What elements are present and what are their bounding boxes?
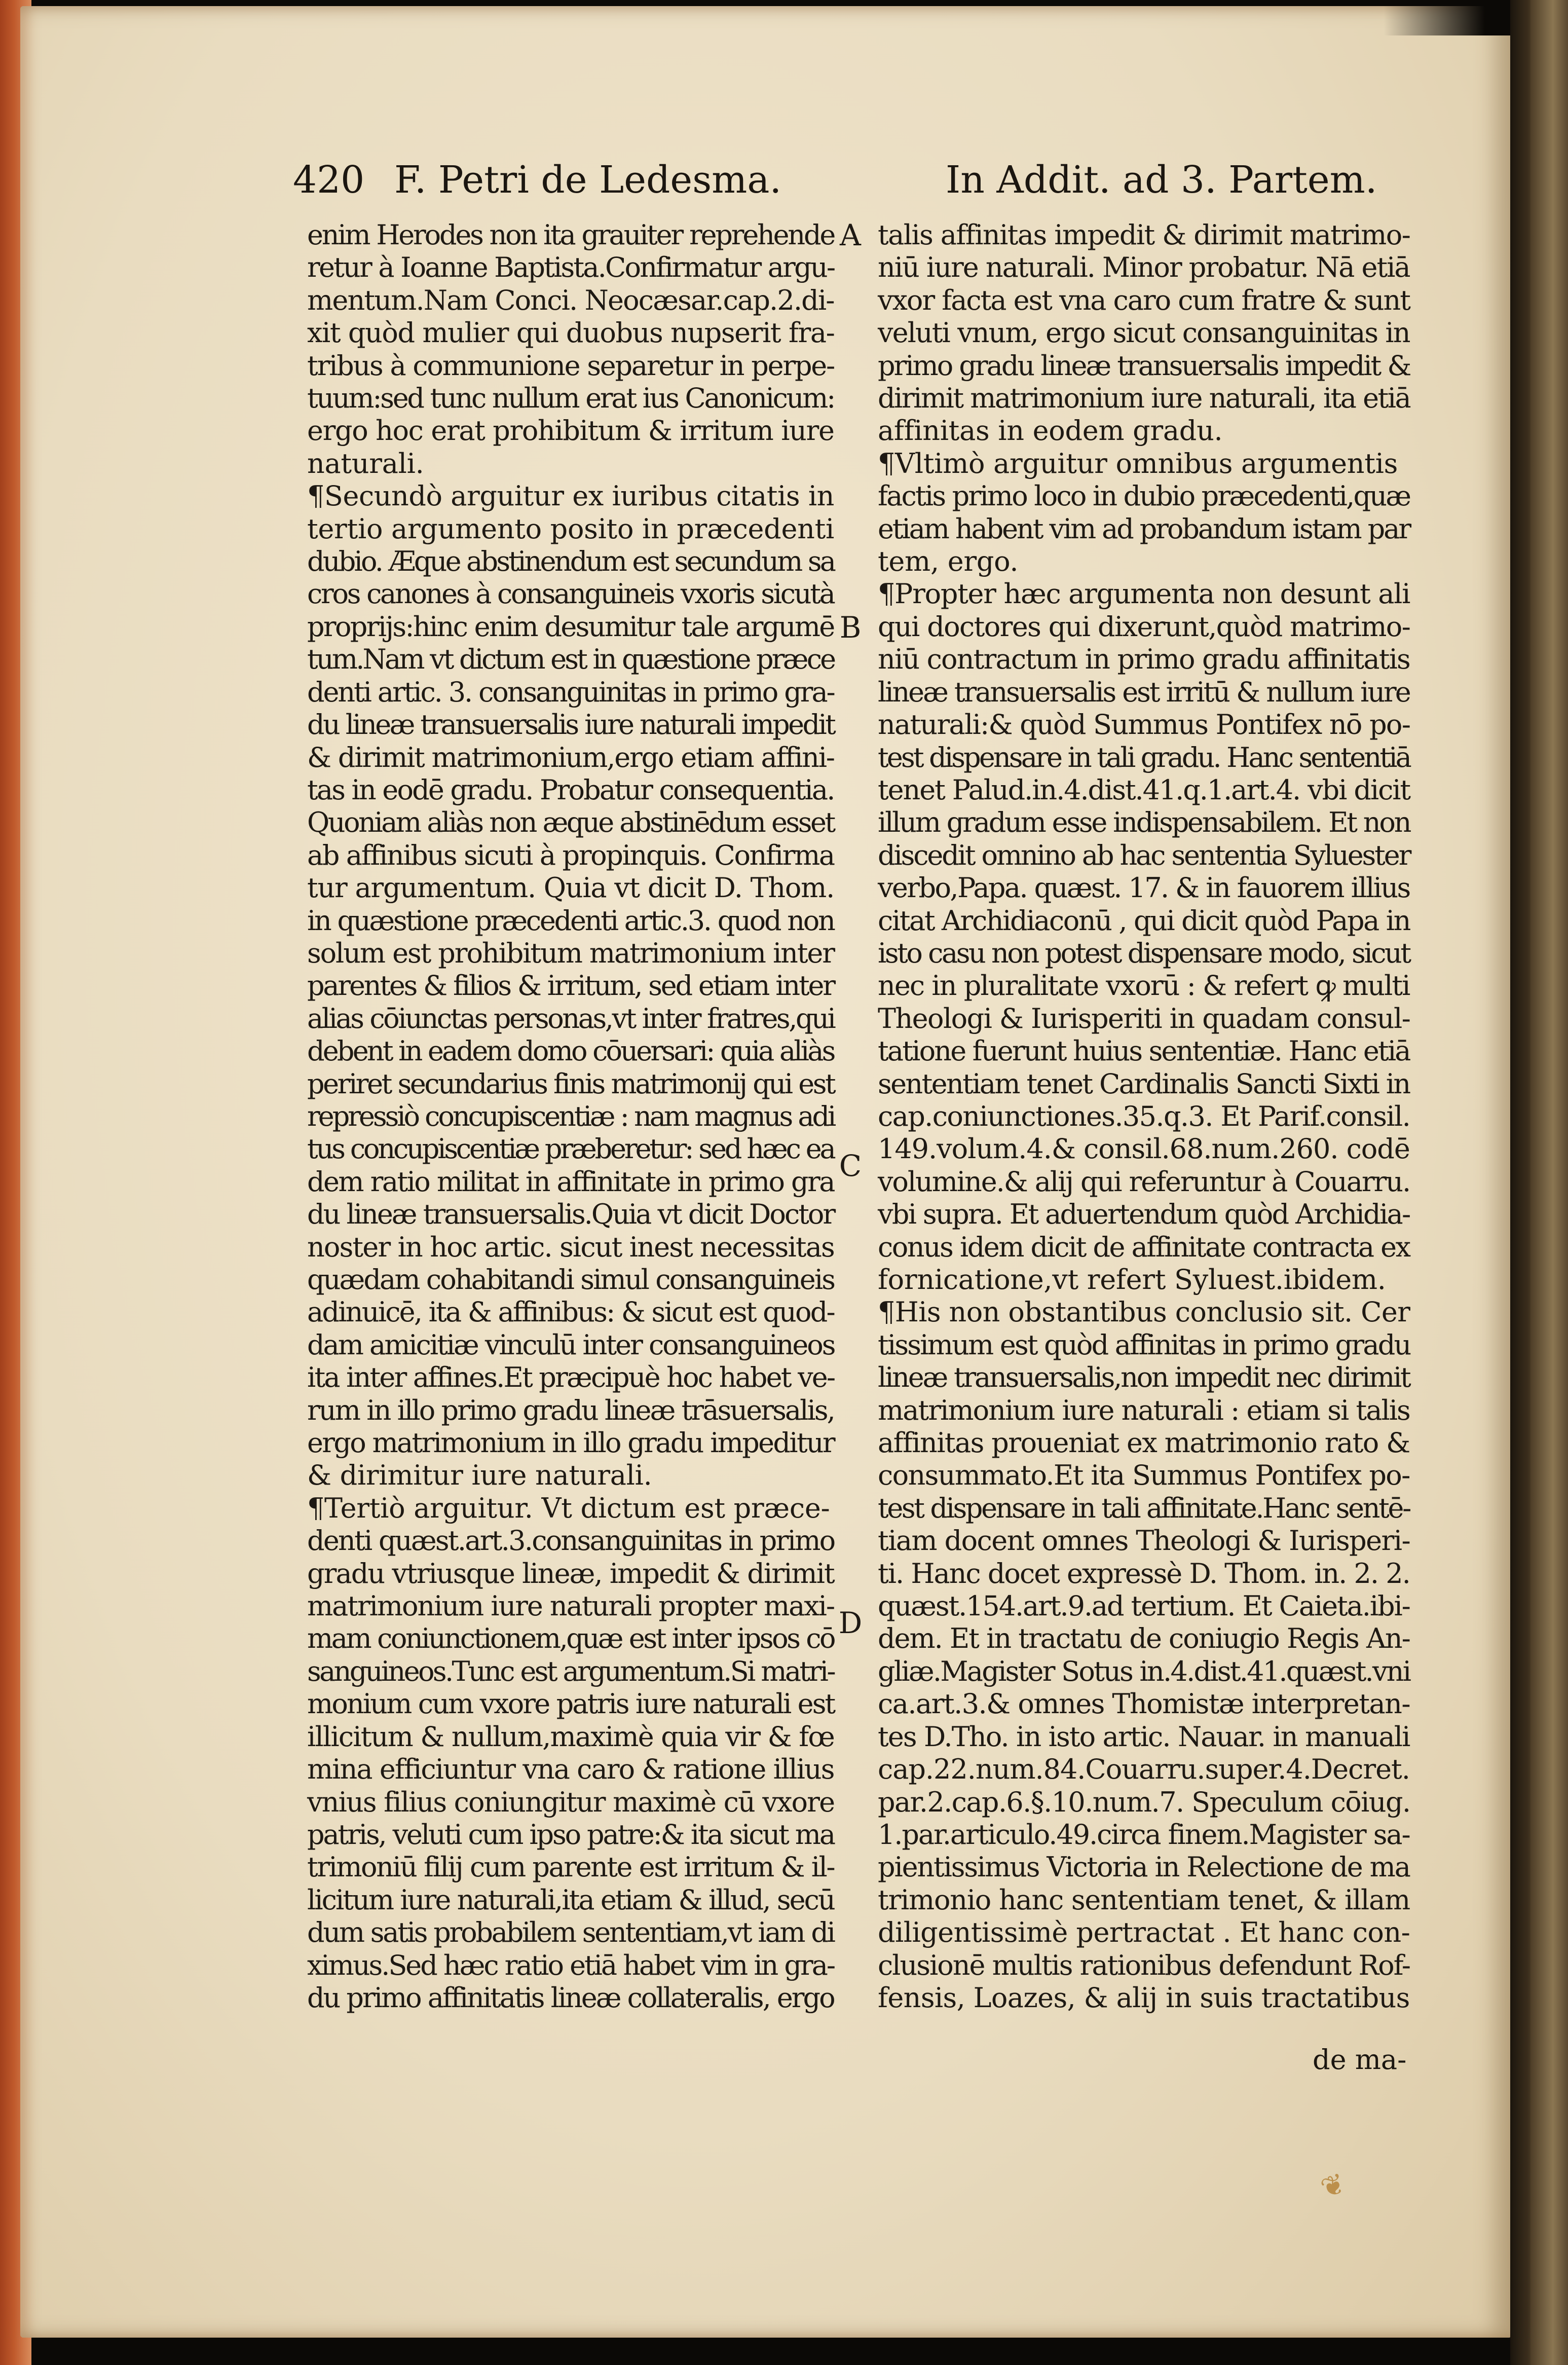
text-line: veluti vnum, ergo sicut consanguinitas in — [878, 317, 1410, 349]
text-line: tribus à communione separetur in perpe- — [307, 349, 835, 382]
text-line: dam amicitiæ vinculū inter consanguineos — [307, 1328, 835, 1361]
text-line: repressiò concupiscentiæ : nam magnus adi — [307, 1100, 835, 1132]
running-head-author: F. Petri de Ledesma. — [394, 158, 781, 202]
text-line: 149.volum.4.& consil.68.num.260. codē — [878, 1133, 1410, 1165]
text-line: vbi supra. Et aduertendum quòd Archidia- — [878, 1198, 1410, 1231]
text-line: niū contractum in primo gradu affinitatis — [878, 643, 1410, 676]
text-line: periret secundarius finis matrimonij qui est — [307, 1067, 835, 1100]
text-line: test dispensare in tali affinitate.Hanc sentē- — [878, 1492, 1410, 1524]
text-line: in quæstione præcedenti artic.3. quod non — [307, 904, 834, 937]
text-line: sanguineos.Tunc est argumentum.Si matri- — [307, 1655, 834, 1687]
text-line: illicitum & nullum,maximè quia vir & fœ — [307, 1720, 835, 1753]
text-line: diligentissimè pertractat . Et hanc con- — [878, 1916, 1410, 1949]
text-line: naturali. — [307, 447, 424, 479]
text-line: parentes & filios & irritum, sed etiam inter — [307, 970, 834, 1002]
text-line: mina efficiuntur vna caro & ratione illius — [307, 1753, 834, 1786]
text-line: ergo hoc erat prohibitum & irritum iure — [307, 415, 834, 447]
text-line: par.2.cap.6.§.10.num.7. Speculum cōiug. — [878, 1786, 1410, 1818]
text-line: ti. Hanc docet expressè D. Thom. in. 2. 2. — [878, 1557, 1410, 1590]
text-line: noster in hoc artic. sicut inest necessitas — [307, 1231, 834, 1263]
text-line: trimonio hanc sententiam tenet, & illam — [878, 1883, 1410, 1916]
text-line: ab affinibus sicuti à propinquis. Confirma — [307, 839, 834, 871]
adjacent-page-edge — [1530, 0, 1568, 2365]
text-line: du lineæ transuersalis iure naturali impedit — [307, 709, 835, 741]
text-line: consummato.Et ita Summus Pontifex po- — [878, 1459, 1410, 1492]
text-line: tus concupiscentiæ præberetur: sed hæc ea — [307, 1133, 834, 1165]
text-line: ita inter affines.Et præcipuè hoc habet ve- — [307, 1361, 835, 1394]
margin-letter-b: B — [839, 610, 862, 645]
text-line: tem, ergo. — [878, 545, 1019, 578]
text-line: cros canones à consanguineis vxoris sicutà — [307, 578, 834, 610]
background-corner — [1384, 0, 1510, 35]
page-number: 420 — [293, 158, 365, 202]
text-line: tissimum est quòd affinitas in primo gradu — [878, 1328, 1410, 1361]
text-line: ¶His non obstantibus conclusio sit. Cer — [878, 1296, 1410, 1328]
text-line: xit quòd mulier qui duobus nupserit fra- — [307, 317, 835, 349]
text-line: gliæ.Magister Sotus in.4.dist.41.quæst.vni — [878, 1655, 1410, 1687]
text-line: dubio. Æque abstinendum est secundum sa — [307, 545, 835, 578]
text-line: fensis, Loazes, & alij in suis tractatibus — [878, 1981, 1410, 2014]
text-line: Quoniam aliàs non æque abstinēdum esset — [307, 806, 834, 839]
text-line: denti quæst.art.3.consanguinitas in primo — [307, 1525, 835, 1557]
running-head-title: In Addit. ad 3. Partem. — [946, 158, 1377, 202]
text-line: tenet Palud.in.4.dist.41.q.1.art.4. vbi dicit — [878, 773, 1410, 806]
text-line: verbo,Papa. quæst. 17. & in fauorem illius — [878, 872, 1410, 904]
text-line: ximus.Sed hæc ratio etiā habet vim in gra- — [307, 1949, 835, 1981]
text-line: niū iure naturali. Minor probatur. Nā etiā — [878, 251, 1410, 284]
text-line: dum satis probabilem sententiam,vt iam di — [307, 1916, 834, 1949]
left-column — [307, 219, 834, 2014]
text-line: citat Archidiaconū , qui dicit quòd Papa in — [878, 904, 1410, 937]
text-line: tum.Nam vt dictum est in quæstione præce — [307, 643, 835, 676]
text-line: adinuicē, ita & affinibus: & sicut est quod- — [307, 1296, 834, 1328]
text-line: vnius filius coniungitur maximè cū vxore — [307, 1786, 835, 1818]
text-line: lineæ transuersalis est irritū & nullum iure — [878, 676, 1410, 708]
text-line: cap.22.num.84.Couarru.super.4.Decret. — [878, 1753, 1410, 1786]
text-line: patris, veluti cum ipso patre:& ita sicut ma — [307, 1818, 834, 1851]
text-line: sententiam tenet Cardinalis Sancti Sixti in — [878, 1067, 1410, 1100]
text-line: gradu vtriusque lineæ, impedit & dirimit — [307, 1557, 834, 1590]
text-line: alias cōiunctas personas,vt inter fratres,qui — [307, 1002, 835, 1034]
text-line: & dirimit matrimonium,ergo etiam affini- — [307, 741, 834, 773]
text-line: tiam docent omnes Theologi & Iurisperi- — [878, 1525, 1410, 1557]
text-line: test dispensare in tali gradu. Hanc sententiā — [878, 741, 1410, 773]
text-line: 1.par.articulo.49.circa finem.Magister sa- — [878, 1818, 1410, 1851]
text-line: cap.coniunctiones.35.q.3. Et Parif.consil. — [878, 1100, 1410, 1132]
text-line: enim Herodes non ita grauiter reprehende — [307, 219, 835, 251]
text-line: discedit omnino ab hac sententia Syluester — [878, 839, 1410, 871]
text-line: ¶Tertiò arguitur. Vt dictum est præce- — [307, 1492, 830, 1524]
ink-stain-icon: ❦ — [1316, 2166, 1350, 2206]
text-line: matrimonium iure naturali propter maxi- — [307, 1590, 835, 1622]
text-line: quæst.154.art.9.ad tertium. Et Caieta.ibi- — [878, 1590, 1410, 1622]
margin-letter-d: D — [838, 1606, 863, 1640]
text-line: tatione fuerunt huius sententiæ. Hanc etiā — [878, 1035, 1410, 1067]
text-line: ergo matrimonium in illo gradu impeditur — [307, 1427, 835, 1459]
text-line: retur à Ioanne Baptista.Confirmatur argu- — [307, 251, 835, 284]
text-line: volumine.& alij qui referuntur à Couarru. — [878, 1165, 1410, 1198]
text-line: affinitas in eodem gradu. — [878, 415, 1223, 447]
text-line: quædam cohabitandi simul consanguineis — [307, 1264, 835, 1296]
text-line: illum gradum esse indispensabilem. Et non — [878, 806, 1410, 839]
text-line: tuum:sed tunc nullum erat ius Canonicum: — [307, 382, 834, 415]
right-column — [878, 219, 1410, 2014]
text-line: monium cum vxore patris iure naturali est — [307, 1688, 835, 1720]
text-line: pientissimus Victoria in Relectione de ma — [878, 1851, 1410, 1883]
text-line: nec in pluralitate vxorū : & refert ꝙ multi — [878, 970, 1410, 1002]
text-line: factis primo loco in dubio præcedenti,quæ — [878, 480, 1410, 512]
text-line: tertio argumento posito in præcedenti — [307, 512, 834, 545]
text-line: du lineæ transuersalis.Quia vt dicit Doctor — [307, 1198, 835, 1231]
text-line: primo gradu lineæ transuersalis impedit & — [878, 349, 1410, 382]
text-line: dem ratio militat in affinitate in primo gra — [307, 1165, 834, 1198]
text-line: denti artic. 3. consanguinitas in primo gra- — [307, 676, 834, 708]
text-line: matrimonium iure naturali : etiam si talis — [878, 1394, 1410, 1426]
text-line: solum est prohibitum matrimonium inter — [307, 937, 835, 969]
text-line: dirimit matrimonium iure naturali, ita etiā — [878, 382, 1410, 415]
text-line: affinitas proueniat ex matrimonio rato & — [878, 1427, 1410, 1459]
text-line: rum in illo primo gradu lineæ trāsuersalis, — [307, 1394, 834, 1426]
catchword: de ma- — [1313, 2044, 1407, 2076]
text-line: proprijs:hinc enim desumitur tale argumē — [307, 610, 834, 643]
text-line: qui doctores qui dixerunt,quòd matrimo- — [878, 610, 1410, 643]
text-line: dem. Et in tractatu de coniugio Regis An- — [878, 1622, 1410, 1655]
text-line: trimoniū filij cum parente est irritum & il- — [307, 1851, 835, 1883]
text-line: ca.art.3.& omnes Thomistæ interpretan- — [878, 1688, 1410, 1720]
text-line: ¶Propter hæc argumenta non desunt ali — [878, 578, 1410, 610]
text-line: Theologi & Iurisperiti in quadam consul- — [878, 1002, 1410, 1034]
text-line: mam coniunctionem,quæ est inter ipsos cō — [307, 1622, 835, 1655]
text-line: lineæ transuersalis,non impedit nec dirimit — [878, 1361, 1410, 1394]
text-line: naturali:& quòd Summus Pontifex nō po- — [878, 709, 1410, 741]
text-line: du primo affinitatis lineæ collateralis, ergo — [307, 1981, 834, 2014]
text-line: clusionē multis rationibus defendunt Rof- — [878, 1949, 1410, 1981]
text-line: etiam habent vim ad probandum istam par — [878, 512, 1410, 545]
text-line: conus idem dicit de affinitate contracta ex — [878, 1231, 1410, 1263]
margin-letter-a: A — [840, 218, 861, 252]
text-line: debent in eadem domo cōuersari: quia aliàs — [307, 1035, 834, 1067]
text-line: isto casu non potest dispensare modo, sicut — [878, 937, 1410, 969]
text-line: ¶Secundò arguitur ex iuribus citatis in — [307, 480, 834, 512]
text-line: mentum.Nam Conci. Neocæsar.cap.2.di- — [307, 284, 834, 316]
text-line: licitum iure naturali,ita etiam & illud, secū — [307, 1883, 834, 1916]
text-line: & dirimitur iure naturali. — [307, 1459, 652, 1492]
text-line: talis affinitas impedit & dirimit matrimo- — [878, 219, 1410, 251]
text-line: tas in eodē gradu. Probatur consequentia. — [307, 773, 834, 806]
text-line: tur argumentum. Quia vt dicit D. Thom. — [307, 872, 835, 904]
text-line: fornicatione,vt refert Syluest.ibidem. — [878, 1264, 1386, 1296]
text-line: tes D.Tho. in isto artic. Nauar. in manuali — [878, 1720, 1410, 1753]
text-line: vxor facta est vna caro cum fratre & sunt — [878, 284, 1410, 316]
text-line: ¶Vltimò arguitur omnibus argumentis — [878, 447, 1398, 479]
margin-letter-c: C — [839, 1149, 862, 1183]
